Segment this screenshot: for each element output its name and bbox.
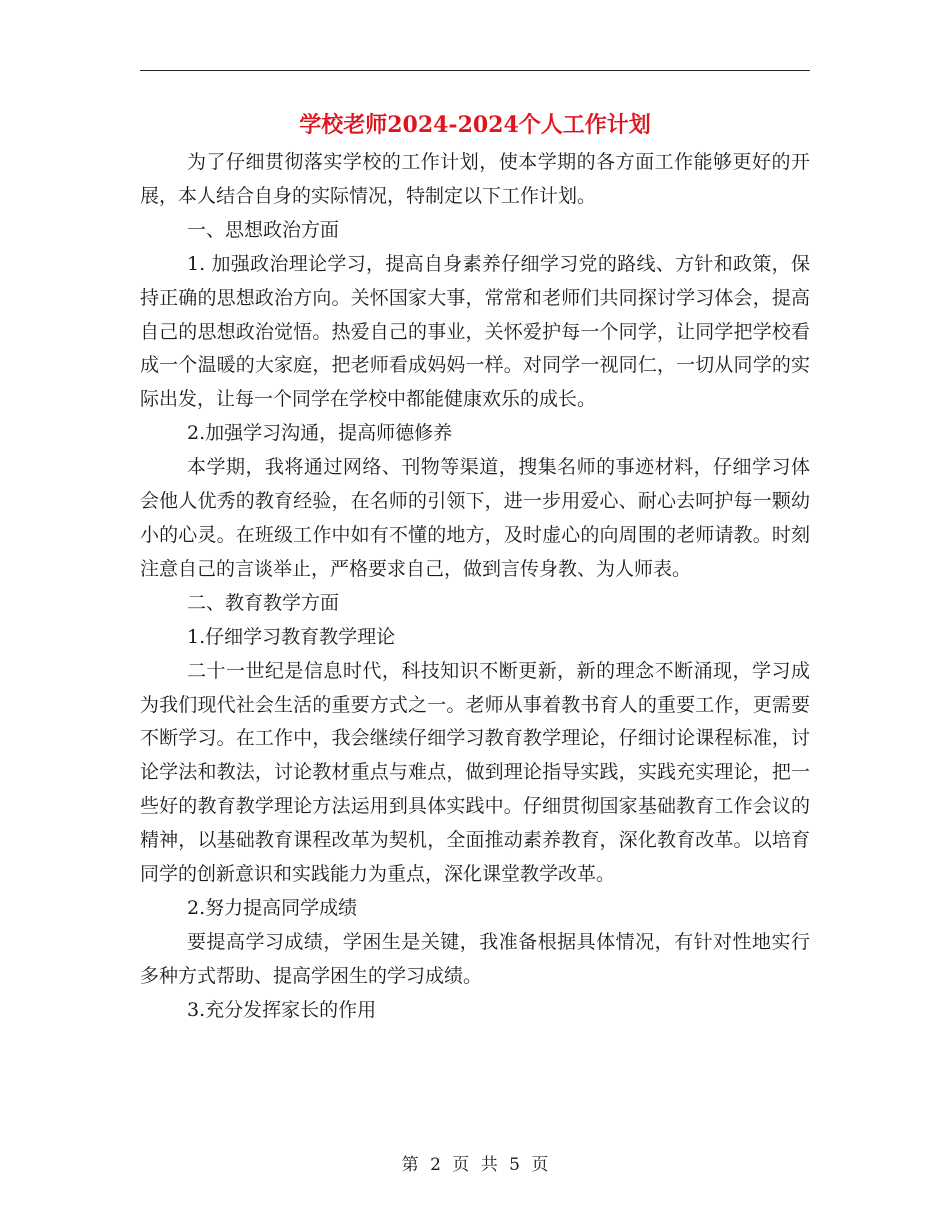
paragraph-1-2: 本学期，我将通过网络、刊物等渠道，搜集名师的事迹材料，仔细学习体会他人优秀的教育经验，在名师的引领下，进一步用爱心、耐心去呵护每一颗幼小的心灵。在班级工作中如有不懂的地方，及时虚心的向周围的老师请教。时刻注意自己的言谈举止，严格要求自己，做到言传身教、为人师表。 xyxy=(140,456,810,580)
subheading-1-2: 2.加强学习沟通，提高师德修养 xyxy=(187,422,453,445)
page-number-footer: 第 2 页 共 5 页 xyxy=(401,1155,549,1175)
document-title: 学校老师2024-2024个人工作计划 xyxy=(299,112,651,138)
section-heading-2: 二、教育教学方面 xyxy=(187,591,340,614)
paragraph-2-1: 二十一世纪是信息时代，科技知识不断更新，新的理念不断涌现，学习成为我们现代社会生活的重要方式之一。老师从事着教书育人的重要工作，更需要不断学习。在工作中，我会继续仔细学习教育教学理论，仔细讨论课程标准，讨论学法和教法，讨论教材重点与难点，做到理论指导实践，实践充实理论，把一些好的教育教学理论方法运用到具体实践中。仔细贯彻国家基础教育工作会议的精神，以基础教育课程改革为契机，全面推动素养教育，深化教育改革。以培育同学的创新意识和实践能力为重点，深化课堂教学改革。 xyxy=(140,659,810,886)
paragraph-intro: 为了仔细贯彻落实学校的工作计划，使本学期的各方面工作能够更好的开展，本人结合自身的实际情况，特制定以下工作计划。 xyxy=(140,151,810,207)
paragraph-1-1: 1. 加强政治理论学习，提高自身素养仔细学习党的路线、方针和政策，保持正确的思想政治方向。关怀国家大事，常常和老师们共同探讨学习体会，提高自己的思想政治觉悟。热爱自己的事业，关怀爱护每一个同学，让同学把学校看成一个温暖的大家庭，把老师看成妈妈一样。对同学一视同仁，一切从同学的实际出发，让每一个同学在学校中都能健康欢乐的成长。 xyxy=(140,252,810,411)
header-rule xyxy=(140,70,810,71)
subheading-2-2: 2.努力提高同学成绩 xyxy=(187,896,358,919)
paragraph-2-2: 要提高学习成绩，学困生是关键，我准备根据具体情况，有针对性地实行多种方式帮助、提高学困生的学习成绩。 xyxy=(140,930,810,987)
section-heading-1: 一、思想政治方面 xyxy=(187,218,340,241)
document-body xyxy=(140,146,810,1028)
subheading-2-1: 1.仔细学习教育教学理论 xyxy=(187,625,396,648)
subheading-2-3: 3.充分发挥家长的作用 xyxy=(187,998,377,1021)
